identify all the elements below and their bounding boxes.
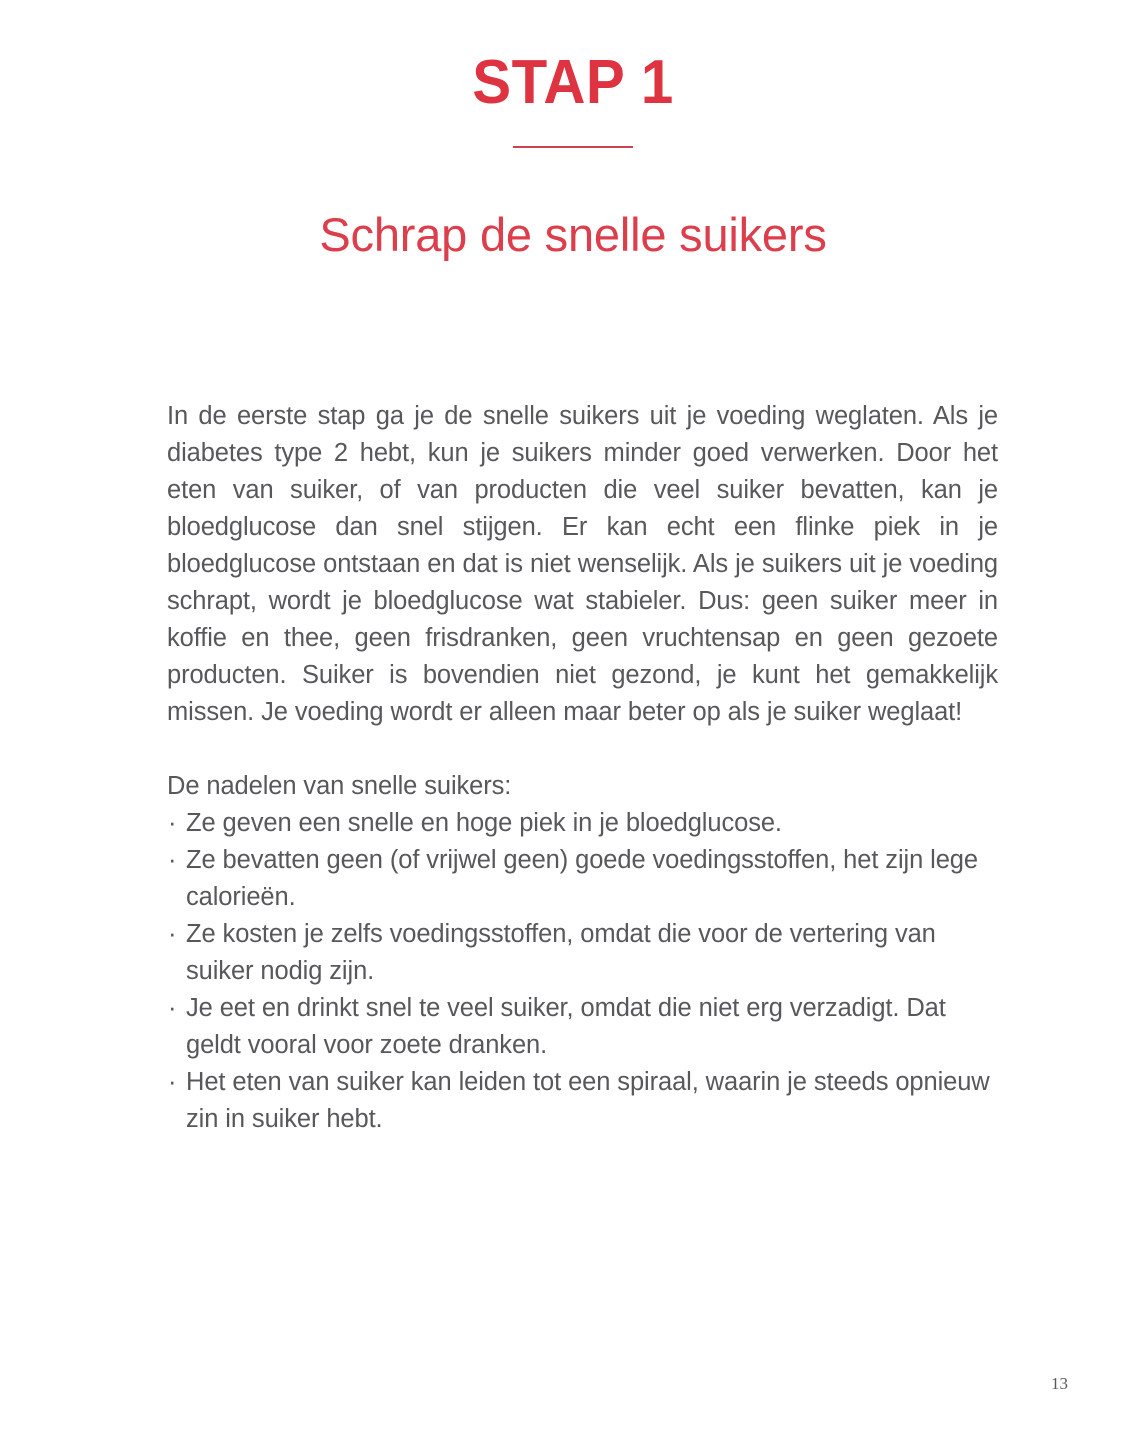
- title-divider: [513, 146, 633, 148]
- list-item: [167, 1064, 998, 1138]
- drawbacks-heading: De nadelen van snelle suikers:: [167, 772, 512, 800]
- list-item-text: Ze bevatten geen (of vrijwel geen) goede voedingsstoffen, het zijn lege calorieën.: [186, 846, 978, 911]
- list-item: [167, 805, 998, 842]
- body-content: [167, 398, 998, 1138]
- list-item: [167, 990, 998, 1064]
- list-item: [167, 842, 998, 916]
- bullet-icon: ·: [168, 846, 177, 874]
- bullet-icon: ·: [168, 809, 177, 837]
- list-item-text: Ze geven een snelle en hoge piek in je bloedglucose.: [186, 809, 782, 837]
- bullet-icon: ·: [168, 920, 177, 948]
- page-title: STAP 1: [472, 48, 674, 117]
- drawbacks-list: [167, 805, 998, 1138]
- page-number: 13: [1051, 1374, 1068, 1393]
- list-item-text: Het eten van suiker kan leiden tot een spiraal, waarin je steeds opnieuw zin in suiker hebt.: [186, 1068, 990, 1133]
- section-subtitle: Schrap de snelle suikers: [319, 208, 827, 261]
- bullet-icon: ·: [168, 1068, 177, 1096]
- list-item-text: Ze kosten je zelfs voedingsstoffen, omdat die voor de vertering van suiker nodig zijn.: [186, 920, 936, 985]
- list-item-text: Je eet en drinkt snel te veel suiker, omdat die niet erg verzadigt. Dat geldt vooral voor zoete dranken.: [186, 994, 946, 1059]
- list-item: [167, 916, 998, 990]
- bullet-icon: ·: [168, 994, 177, 1022]
- intro-paragraph: In de eerste stap ga je de snelle suikers uit je voeding weglaten. Als je diabetes type 2 hebt, kun je suikers minder goed verwerken. Door het eten van suiker, of van producten die veel suiker bevatten, kan je bloedglucose dan snel stijgen. Er kan echt een flinke piek in je bloedglucose ontstaan en dat is niet wenselijk. Als je suikers uit je voeding schrapt, wordt je bloedglucose wat stabieler. Dus: geen suiker meer in koffie en thee, geen frisdranken, geen vruchtensap en geen gezoete producten. Suiker is bovendien niet gezond, je kunt het gemakkelijk missen. Je voeding wordt er alleen maar beter op als je suiker weglaat!: [167, 402, 998, 726]
